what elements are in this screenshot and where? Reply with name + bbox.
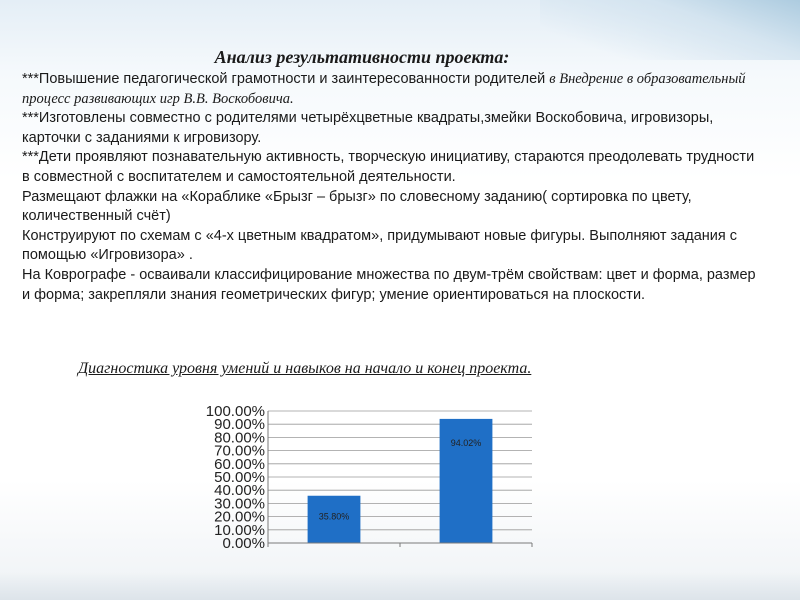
paragraph-activity: ***Дети проявляют познавательную активность, творческую инициативу, стараются преодолевать трудности в совместной с воспитателем и самостоятельной деятельности. xyxy=(22,149,755,185)
y-tick-label: 100.00% xyxy=(205,403,265,420)
y-tick-label: 40.00% xyxy=(214,482,265,500)
paragraph-kovrograf: На Коврографе - осваивали классифицирование множества по двум-трём свойствам: цвет и форма, размер и форма; закрепляли знания геометрических фигур; умение ориентироваться на плоскости. xyxy=(22,266,756,303)
bar-chart xyxy=(180,398,540,558)
bar-data-label: 35.80% xyxy=(318,511,350,522)
y-tick-label: 30.00% xyxy=(214,495,265,513)
bar-data-label: 94.02% xyxy=(450,437,482,448)
y-tick-label: 70.00% xyxy=(214,442,265,460)
y-tick-label: 60.00% xyxy=(214,455,265,473)
slide-content xyxy=(22,46,762,305)
y-tick-label: 90.00% xyxy=(214,416,265,434)
paragraph-materials: ***Изготовлены совместно с родителями четырёхцветные квадраты,змейки Воскобовича, игровизоры, карточки с заданиями к игровизору. xyxy=(22,110,714,146)
y-tick-label: 50.00% xyxy=(214,469,265,486)
y-tick-label: 0.00% xyxy=(222,535,265,552)
slide-title: Анализ результативности проекта: xyxy=(214,47,510,67)
paragraph-parents xyxy=(22,70,762,109)
y-axis-ticks xyxy=(206,403,265,552)
paragraph-parents-italic: в Внедрение в образовательный процесс развивающих игр В.В. Воскобовича. xyxy=(22,71,746,107)
y-tick-label: 10.00% xyxy=(214,521,265,539)
y-tick-label: 20.00% xyxy=(214,508,265,526)
chart-svg xyxy=(180,398,540,558)
y-tick-label: 80.00% xyxy=(214,429,265,447)
paragraph-flags: Размещают флажки на «Кораблике «Брызг – брызг» по словесному заданию( сортировка по цвету, количественный счёт) xyxy=(22,188,692,225)
paragraph-construct: Конструируют по схемам с «4-х цветным квадратом», придумывают новые фигуры. Выполняют задания с помощью «Игровизора» . xyxy=(22,227,738,264)
chart-subtitle: Диагностика уровня умений и навыков на начало и конец проекта. xyxy=(78,360,532,377)
paragraph-parents-text: ***Повышение педагогической грамотности и заинтересованности родителей xyxy=(22,71,550,87)
bottom-decoration xyxy=(0,572,800,600)
